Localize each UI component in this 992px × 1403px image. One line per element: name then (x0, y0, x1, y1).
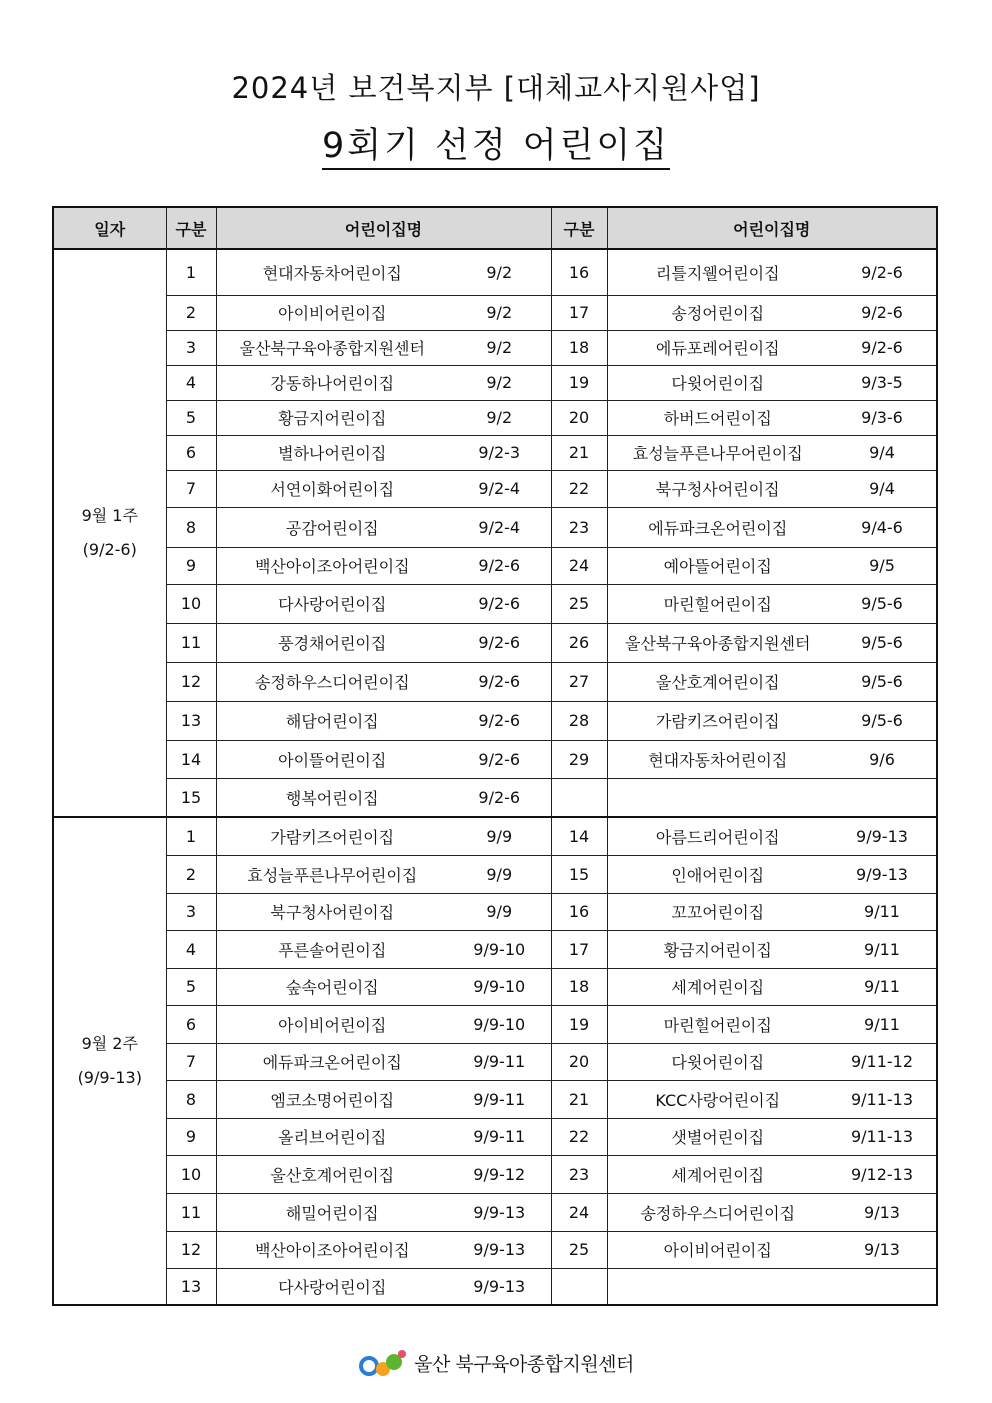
daycare-name-left: 풍경채어린이집 (216, 623, 448, 662)
row-number-left: 10 (166, 584, 216, 623)
daycare-name-right: 세계어린이집 (607, 1155, 828, 1193)
support-dates-right: 9/2-6 (828, 330, 937, 365)
daycare-name-left: 아이비어린이집 (216, 295, 448, 330)
support-dates-right: 9/11-12 (828, 1043, 937, 1080)
support-dates-right: 9/11 (828, 1005, 937, 1043)
row-number-right: 18 (551, 330, 607, 365)
support-dates-right (828, 778, 937, 817)
daycare-name-left: 해담어린이집 (216, 701, 448, 740)
daycare-name-right: 가람키즈어린이집 (607, 701, 828, 740)
row-number-left: 10 (166, 1155, 216, 1193)
daycare-name-right: 인애어린이집 (607, 855, 828, 893)
table-row (53, 662, 937, 701)
support-dates-right: 9/13 (828, 1231, 937, 1268)
week-label (53, 249, 166, 817)
daycare-name-left: 황금지어린이집 (216, 400, 448, 435)
row-number-left: 1 (166, 817, 216, 855)
row-number-right (551, 778, 607, 817)
daycare-name-right: 송정하우스디어린이집 (607, 1193, 828, 1231)
support-dates-right: 9/9-13 (828, 855, 937, 893)
table-row (53, 1231, 937, 1268)
row-number-right: 29 (551, 740, 607, 778)
daycare-name-right: 아이비어린이집 (607, 1231, 828, 1268)
daycare-name-left: 송정하우스디어린이집 (216, 662, 448, 701)
support-dates-left: 9/9-11 (448, 1080, 551, 1118)
support-dates-right: 9/4 (828, 470, 937, 507)
row-number-right: 23 (551, 1155, 607, 1193)
week-label-line1: 9월 2주 (81, 1034, 138, 1053)
support-dates-right: 9/5 (828, 547, 937, 584)
row-number-left: 4 (166, 930, 216, 968)
row-number-left: 13 (166, 701, 216, 740)
support-dates-left: 9/2-4 (448, 507, 551, 547)
daycare-name-right: 울산호계어린이집 (607, 662, 828, 701)
daycare-name-left: 백산아이조아어린이집 (216, 1231, 448, 1268)
daycare-name-right: 에듀포레어린이집 (607, 330, 828, 365)
support-dates-left: 9/9 (448, 893, 551, 930)
table-row (53, 435, 937, 470)
daycare-name-right: KCC사랑어린이집 (607, 1080, 828, 1118)
support-dates-right: 9/3-6 (828, 400, 937, 435)
support-dates-left: 9/9-10 (448, 930, 551, 968)
schedule-table (52, 206, 938, 1306)
daycare-name-left: 다사랑어린이집 (216, 1268, 448, 1305)
daycare-name-left: 울산북구육아종합지원센터 (216, 330, 448, 365)
footer-org-name: 울산 북구육아종합지원센터 (414, 1353, 634, 1376)
support-dates-left: 9/2 (448, 295, 551, 330)
support-dates-right: 9/5-6 (828, 662, 937, 701)
table-row (53, 249, 937, 295)
row-number-left: 3 (166, 893, 216, 930)
daycare-name-right: 송정어린이집 (607, 295, 828, 330)
row-number-right: 28 (551, 701, 607, 740)
daycare-name-right (607, 1268, 828, 1305)
support-dates-left: 9/2-6 (448, 662, 551, 701)
support-dates-right: 9/11 (828, 893, 937, 930)
support-dates-left: 9/2-6 (448, 623, 551, 662)
support-dates-left: 9/2-6 (448, 778, 551, 817)
support-dates-left: 9/2 (448, 249, 551, 295)
daycare-name-right: 예아뜰어린이집 (607, 547, 828, 584)
table-row (53, 1080, 937, 1118)
daycare-name-right: 황금지어린이집 (607, 930, 828, 968)
support-dates-right: 9/11 (828, 968, 937, 1005)
col-header-no-right: 구분 (551, 207, 607, 249)
col-header-name-left: 어린이집명 (216, 207, 551, 249)
table-row (53, 778, 937, 817)
support-dates-left: 9/2-6 (448, 584, 551, 623)
col-header-no-left: 구분 (166, 207, 216, 249)
col-header-date: 일자 (53, 207, 166, 249)
row-number-right: 22 (551, 470, 607, 507)
row-number-left: 11 (166, 623, 216, 662)
row-number-left: 7 (166, 1043, 216, 1080)
table-row (53, 817, 937, 855)
support-dates-left: 9/2-3 (448, 435, 551, 470)
table-row (53, 400, 937, 435)
table-row (53, 930, 937, 968)
daycare-name-left: 올리브어린이집 (216, 1118, 448, 1155)
row-number-right: 27 (551, 662, 607, 701)
row-number-right: 17 (551, 930, 607, 968)
row-number-right: 22 (551, 1118, 607, 1155)
daycare-name-right: 세계어린이집 (607, 968, 828, 1005)
table-row (53, 365, 937, 400)
support-dates-left: 9/2 (448, 365, 551, 400)
daycare-name-right: 리틀지웰어린이집 (607, 249, 828, 295)
logo-swirl-blue (361, 1358, 377, 1374)
row-number-right: 16 (551, 249, 607, 295)
center-logo-icon (358, 1346, 410, 1380)
week-label-line1: 9월 1주 (81, 506, 138, 525)
row-number-left: 6 (166, 435, 216, 470)
support-dates-left: 9/9-11 (448, 1118, 551, 1155)
table-row (53, 701, 937, 740)
support-dates-left: 9/2 (448, 400, 551, 435)
row-number-right: 21 (551, 1080, 607, 1118)
support-dates-right: 9/4 (828, 435, 937, 470)
col-header-name-right: 어린이집명 (607, 207, 937, 249)
support-dates-right: 9/4-6 (828, 507, 937, 547)
daycare-name-left: 북구청사어린이집 (216, 893, 448, 930)
support-dates-right: 9/5-6 (828, 584, 937, 623)
daycare-name-right: 에듀파크온어린이집 (607, 507, 828, 547)
daycare-name-right: 아름드리어린이집 (607, 817, 828, 855)
support-dates-left: 9/9-10 (448, 968, 551, 1005)
daycare-name-left: 강동하나어린이집 (216, 365, 448, 400)
daycare-name-right: 하버드어린이집 (607, 400, 828, 435)
row-number-left: 15 (166, 778, 216, 817)
subtitle-text: 9회기 선정 어린이집 (322, 126, 670, 170)
daycare-name-left: 에듀파크온어린이집 (216, 1043, 448, 1080)
table-row (53, 893, 937, 930)
table-row (53, 1155, 937, 1193)
table-row (53, 295, 937, 330)
row-number-left: 5 (166, 968, 216, 1005)
row-number-left: 2 (166, 295, 216, 330)
daycare-name-right: 마린힐어린이집 (607, 1005, 828, 1043)
daycare-name-left: 아이뜰어린이집 (216, 740, 448, 778)
week-label (53, 817, 166, 1305)
row-number-right: 21 (551, 435, 607, 470)
daycare-name-left: 다사랑어린이집 (216, 584, 448, 623)
row-number-left: 7 (166, 470, 216, 507)
support-dates-right: 9/3-5 (828, 365, 937, 400)
support-dates-left: 9/2-6 (448, 701, 551, 740)
daycare-name-right: 꼬꼬어린이집 (607, 893, 828, 930)
daycare-name-left: 가람키즈어린이집 (216, 817, 448, 855)
row-number-left: 8 (166, 1080, 216, 1118)
daycare-name-right: 현대자동차어린이집 (607, 740, 828, 778)
daycare-name-left: 울산호계어린이집 (216, 1155, 448, 1193)
daycare-name-left: 푸른솔어린이집 (216, 930, 448, 968)
row-number-right: 23 (551, 507, 607, 547)
row-number-left: 9 (166, 1118, 216, 1155)
row-number-left: 14 (166, 740, 216, 778)
daycare-name-left: 현대자동차어린이집 (216, 249, 448, 295)
table-row (53, 1193, 937, 1231)
support-dates-right: 9/2-6 (828, 249, 937, 295)
row-number-right: 19 (551, 365, 607, 400)
support-dates-left: 9/9-11 (448, 1043, 551, 1080)
daycare-name-left: 효성늘푸른나무어린이집 (216, 855, 448, 893)
support-dates-right: 9/11-13 (828, 1118, 937, 1155)
table-row (53, 584, 937, 623)
table-row (53, 1268, 937, 1305)
table-row (53, 547, 937, 584)
table-row (53, 968, 937, 1005)
support-dates-left: 9/9-13 (448, 1231, 551, 1268)
support-dates-right: 9/5-6 (828, 623, 937, 662)
footer (0, 1346, 992, 1380)
table-row (53, 623, 937, 662)
support-dates-right: 9/12-13 (828, 1155, 937, 1193)
daycare-name-right (607, 778, 828, 817)
support-dates-right: 9/11 (828, 930, 937, 968)
daycare-name-right: 효성늘푸른나무어린이집 (607, 435, 828, 470)
row-number-left: 5 (166, 400, 216, 435)
daycare-name-left: 별하나어린이집 (216, 435, 448, 470)
daycare-name-right: 샛별어린이집 (607, 1118, 828, 1155)
daycare-name-right: 북구청사어린이집 (607, 470, 828, 507)
row-number-right: 14 (551, 817, 607, 855)
support-dates-left: 9/2-4 (448, 470, 551, 507)
row-number-right: 25 (551, 1231, 607, 1268)
row-number-right: 25 (551, 584, 607, 623)
daycare-name-left: 서연이화어린이집 (216, 470, 448, 507)
support-dates-left: 9/9-12 (448, 1155, 551, 1193)
daycare-name-right: 다윗어린이집 (607, 1043, 828, 1080)
support-dates-left: 9/9-10 (448, 1005, 551, 1043)
row-number-right: 24 (551, 1193, 607, 1231)
support-dates-left: 9/9-13 (448, 1268, 551, 1305)
row-number-right: 15 (551, 855, 607, 893)
row-number-right (551, 1268, 607, 1305)
daycare-name-left: 아이비어린이집 (216, 1005, 448, 1043)
support-dates-left: 9/9 (448, 855, 551, 893)
row-number-left: 13 (166, 1268, 216, 1305)
daycare-name-left: 숲속어린이집 (216, 968, 448, 1005)
table-row (53, 740, 937, 778)
daycare-name-left: 행복어린이집 (216, 778, 448, 817)
support-dates-left: 9/9-13 (448, 1193, 551, 1231)
support-dates-right: 9/13 (828, 1193, 937, 1231)
table-row (53, 330, 937, 365)
table-row (53, 470, 937, 507)
row-number-left: 6 (166, 1005, 216, 1043)
logo-dot-pink (398, 1350, 406, 1358)
support-dates-right: 9/2-6 (828, 295, 937, 330)
support-dates-right: 9/9-13 (828, 817, 937, 855)
table-row (53, 507, 937, 547)
table-row (53, 1005, 937, 1043)
row-number-right: 19 (551, 1005, 607, 1043)
row-number-right: 20 (551, 1043, 607, 1080)
table-header-row (53, 207, 937, 249)
row-number-right: 17 (551, 295, 607, 330)
row-number-left: 12 (166, 1231, 216, 1268)
support-dates-left: 9/2 (448, 330, 551, 365)
daycare-name-left: 엠코소명어린이집 (216, 1080, 448, 1118)
row-number-left: 3 (166, 330, 216, 365)
row-number-left: 9 (166, 547, 216, 584)
week-label-range: (9/9-13) (77, 1068, 142, 1087)
row-number-left: 1 (166, 249, 216, 295)
daycare-name-left: 공감어린이집 (216, 507, 448, 547)
document-subtitle (0, 118, 992, 168)
table-row (53, 1118, 937, 1155)
daycare-name-right: 마린힐어린이집 (607, 584, 828, 623)
support-dates-left: 9/2-6 (448, 740, 551, 778)
daycare-name-right: 울산북구육아종합지원센터 (607, 623, 828, 662)
support-dates-right: 9/5-6 (828, 701, 937, 740)
table-body (53, 249, 937, 1305)
row-number-right: 16 (551, 893, 607, 930)
support-dates-right: 9/6 (828, 740, 937, 778)
row-number-right: 18 (551, 968, 607, 1005)
row-number-left: 2 (166, 855, 216, 893)
table-row (53, 855, 937, 893)
support-dates-right: 9/11-13 (828, 1080, 937, 1118)
support-dates-left: 9/9 (448, 817, 551, 855)
daycare-name-left: 백산아이조아어린이집 (216, 547, 448, 584)
row-number-right: 26 (551, 623, 607, 662)
table-row (53, 1043, 937, 1080)
support-dates-right (828, 1268, 937, 1305)
daycare-name-left: 해밀어린이집 (216, 1193, 448, 1231)
document-title: 2024년 보건복지부 [대체교사지원사업] (231, 71, 761, 105)
row-number-right: 20 (551, 400, 607, 435)
row-number-left: 11 (166, 1193, 216, 1231)
row-number-left: 4 (166, 365, 216, 400)
row-number-right: 24 (551, 547, 607, 584)
daycare-name-right: 다윗어린이집 (607, 365, 828, 400)
week-label-range: (9/2-6) (82, 540, 137, 559)
row-number-left: 8 (166, 507, 216, 547)
row-number-left: 12 (166, 662, 216, 701)
support-dates-left: 9/2-6 (448, 547, 551, 584)
